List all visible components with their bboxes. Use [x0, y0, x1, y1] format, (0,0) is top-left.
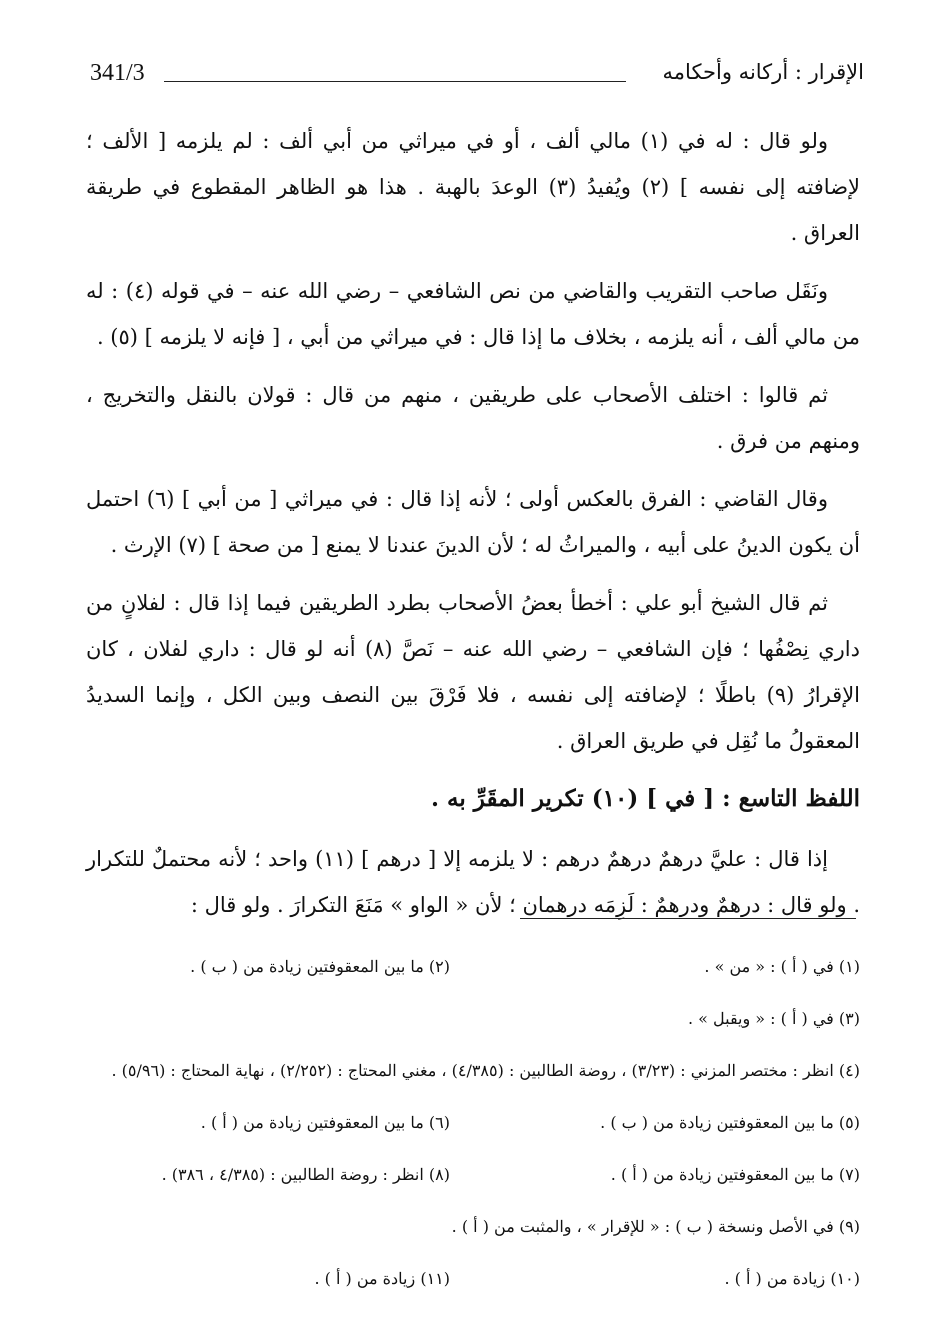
- footnote-row: [86, 1200, 860, 1252]
- paragraph: ثم قال الشيخ أبو علي : أخطأ بعضُ الأصحاب بطرد الطريقين فيما إذا قال : لفلانٍ من داري نِصْفُها ؛ فإن الشافعي – رضي الله عنه – نَصَّ (٨) أنه لو قال : داري لفلان ، كان الإقرارُ (٩) باطلًا ؛ لإضافته إلى نفسه ، فلا فَرْقَ بين النصف وبين الكل ، وإنما السديدُ المعقولُ ما نُقِل في طريق العراق .: [86, 591, 861, 753]
- running-title: الإقرار : أركانه وأحكامه: [662, 60, 864, 84]
- footnote: (٢) ما بين المعقوفتين زيادة من ( ب ) .: [190, 956, 450, 976]
- footnote: (١٠) زيادة من ( أ ) .: [724, 1268, 860, 1288]
- paragraph: ثم قالوا : اختلف الأصحاب على طريقين ، منهم من قال : قولان بالنقل والتخريج ، ومنهم من فرق .: [86, 383, 860, 453]
- footnote: (٨) انظر : روضة الطالبين : (٤/٣٨٥ ، ٣٨٦) .: [161, 1164, 450, 1184]
- footnote-row: [86, 1252, 860, 1304]
- paragraph: إذا قال : عليَّ درهمٌ درهمٌ درهم : لا يلزمه إلا [ درهم ] (١١) واحد ؛ لأنه محتملٌ للتكرار . ولو قال : درهمٌ ودرهمٌ : لَزِمَه درهمان ؛ لأن « الواو » مَنَعَ التكرارَ . ولو قال :: [86, 847, 860, 917]
- footnotes: [86, 940, 860, 1304]
- page-number: 341/3: [90, 60, 145, 86]
- footnote: (٣) في ( أ ) : « ويقبل » .: [687, 1008, 860, 1028]
- header-rule: [164, 81, 626, 82]
- footnote-row: [86, 940, 860, 992]
- footnote: (٤) انظر : مختصر المزني : (٣/٢٣) ، روضة الطالبين : (٤/٣٨٥) ، مغني المحتاج : (٢/٢٥٢) ، نهاية المحتاج : (٥/٩٦) .: [111, 1060, 860, 1080]
- footnote-separator: [520, 918, 856, 919]
- paragraph: ونَقَل صاحب التقريب والقاضي من نص الشافعي – رضي الله عنه – في قوله (٤) : له من مالي ألف ، أنه يلزمه ، بخلاف ما إذا قال : في ميراثي من أبي ، [ فإنه لا يلزمه ] (٥) .: [86, 279, 860, 349]
- footnote: (١١) زيادة من ( أ ) .: [314, 1268, 450, 1288]
- footnote: (٧) ما بين المعقوفتين زيادة من ( أ ) .: [610, 1164, 860, 1184]
- footnote-row: [86, 1148, 860, 1200]
- paragraph: ولو قال : له في (١) مالي ألف ، أو في ميراثي من أبي ألف : لم يلزمه [ الألف ؛ لإضافته إلى نفسه ] (٢) ويُفيدُ (٣) الوعدَ بالهبة . هذا هو الظاهر المقطوع في طريقة العراق .: [86, 129, 861, 245]
- footnote: (٩) في الأصل ونسخة ( ب ) : « للإقرار » ، والمثبت من ( أ ) .: [451, 1216, 860, 1236]
- footnote: (٥) ما بين المعقوفتين زيادة من ( ب ) .: [600, 1112, 860, 1132]
- section-heading: اللفظ التاسع : [ في ] (١٠) تكرير المقَرِّ به .: [431, 785, 860, 812]
- footnote: (٦) ما بين المعقوفتين زيادة من ( أ ) .: [200, 1112, 450, 1132]
- paragraph: وقال القاضي : الفرق بالعكس أولى ؛ لأنه إذا قال : في ميراثي [ من أبي ] (٦) احتمل أن يكون الدينُ على أبيه ، والميراثُ له ؛ لأن الدينَ عندنا لا يمنع [ من صحة ] (٧) الإرث .: [86, 487, 860, 557]
- footnote: (١) في ( أ ) : « من » .: [704, 956, 860, 976]
- footnote-row: [86, 992, 860, 1044]
- footnote-row: [86, 1096, 860, 1148]
- footnote-row: [86, 1044, 860, 1096]
- page-header: [86, 58, 864, 98]
- body-text: [86, 118, 860, 940]
